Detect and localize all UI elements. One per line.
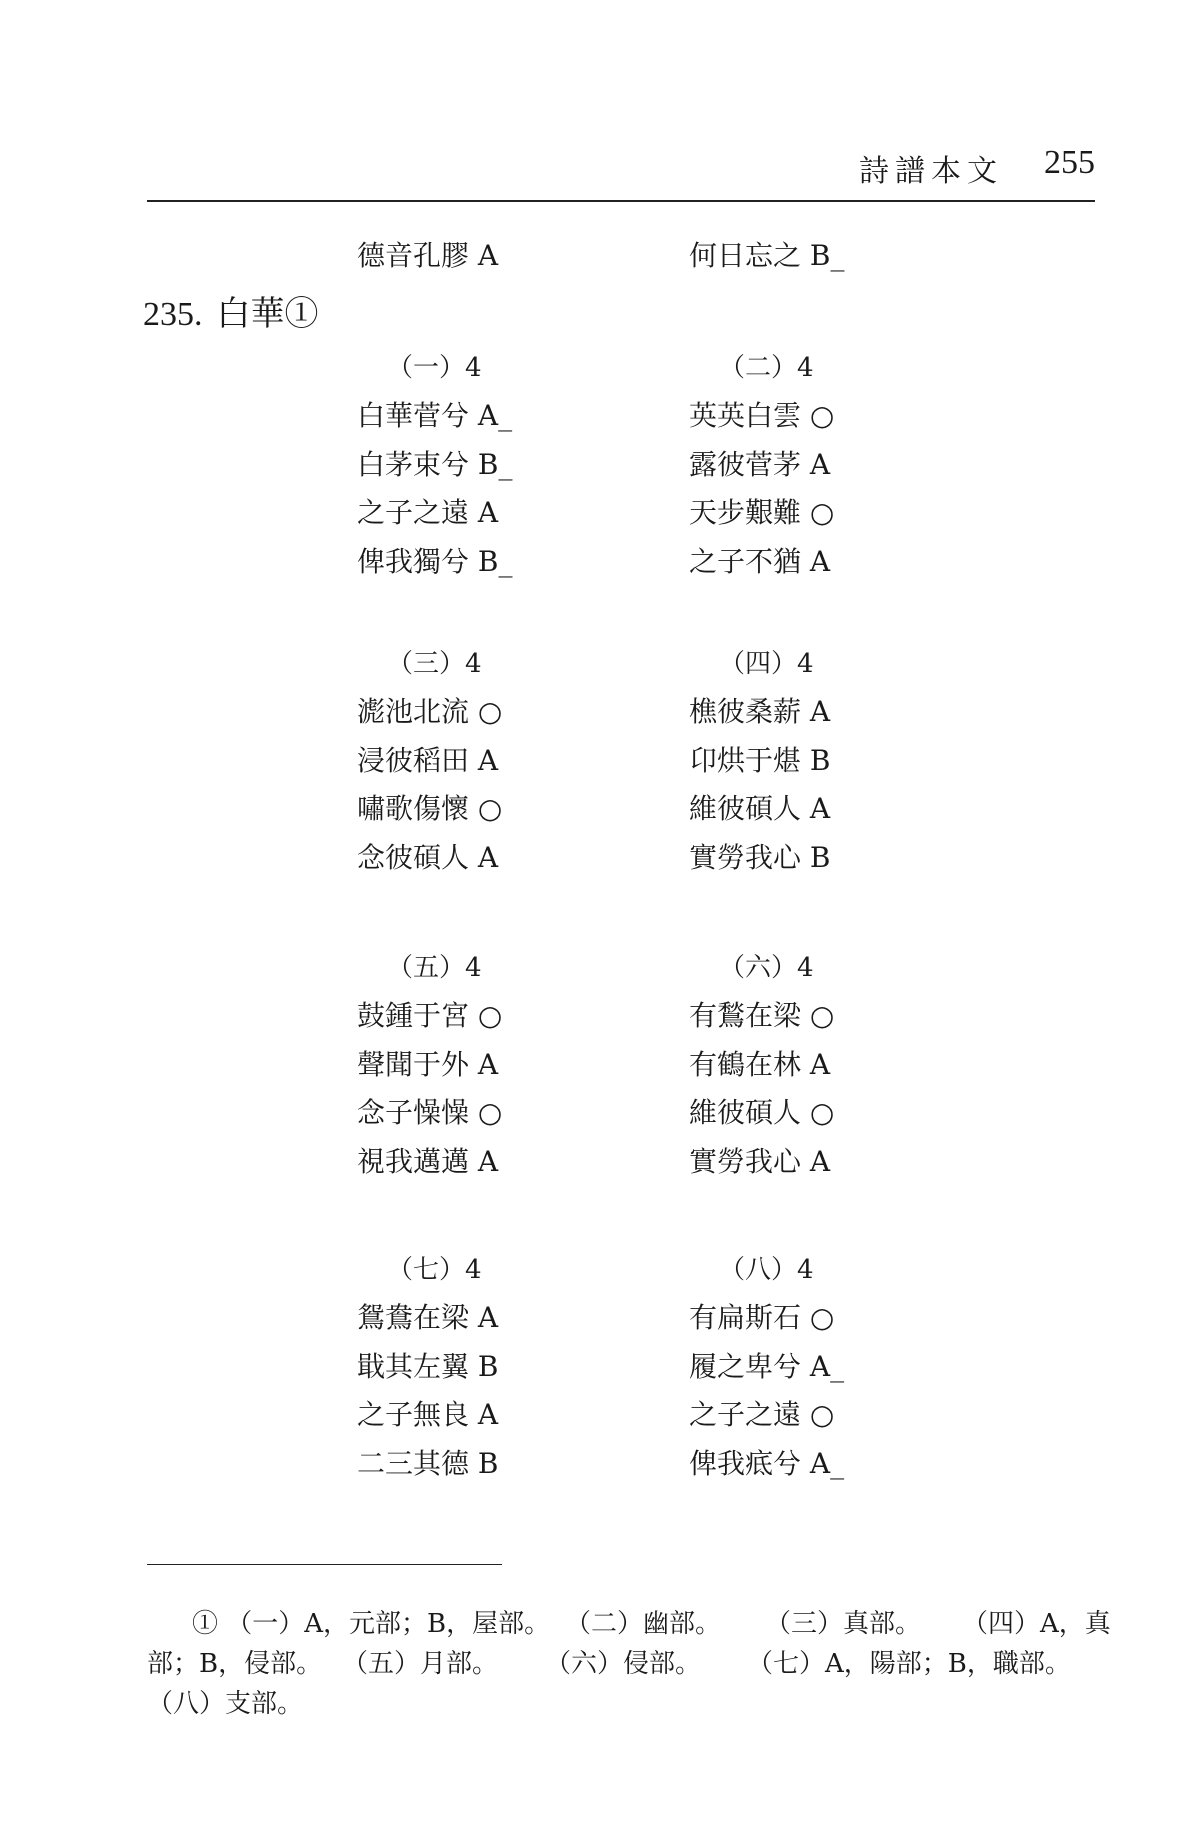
stanza-3 bbox=[357, 640, 657, 882]
footnote-row bbox=[147, 1684, 1097, 1724]
verse-line: 念彼碩人 A bbox=[357, 840, 499, 874]
verse-line: 念子懆懆 ○ bbox=[357, 1096, 503, 1129]
carryover-line-left: 德音孔膠 A bbox=[357, 239, 499, 272]
verse-line: 樵彼桑薪 A bbox=[689, 695, 831, 728]
stanza-2 bbox=[689, 344, 989, 586]
verse-line: 之子之遠 ○ bbox=[689, 1398, 835, 1431]
stanza-heading: （五）4 bbox=[387, 953, 482, 983]
stanza-heading: （八）4 bbox=[719, 1255, 814, 1285]
verse-line: 聲聞于外 A bbox=[357, 1047, 499, 1081]
stanza-8 bbox=[689, 1246, 989, 1488]
verse-line: 有鶴在林 A bbox=[689, 1047, 831, 1081]
running-header-title: 詩譜本文 bbox=[859, 154, 1003, 189]
stanza-heading: （四）4 bbox=[719, 649, 814, 679]
verse-line: 嘯歌傷懷 ○ bbox=[357, 792, 503, 825]
running-header bbox=[147, 140, 1095, 202]
footnote-text: （二）幽部。 bbox=[565, 1609, 722, 1639]
verse-line: 英英白雲 ○ bbox=[689, 399, 835, 432]
footnote-text: 部；B，侵部。 bbox=[147, 1649, 323, 1679]
verse-line: 露彼菅茅 A bbox=[689, 447, 831, 481]
stanza-heading: （七）4 bbox=[387, 1255, 482, 1285]
verse-line: 戢其左翼 B bbox=[357, 1349, 499, 1383]
section-title bbox=[143, 286, 319, 335]
stanza-heading: （三）4 bbox=[387, 649, 482, 679]
footnote-row bbox=[147, 1604, 1111, 1644]
verse-line: 浸彼稻田 A bbox=[357, 743, 499, 777]
stanza-heading: （六）4 bbox=[719, 953, 814, 983]
verse-line: 有鶖在梁 ○ bbox=[689, 999, 835, 1032]
verse-line: 之子不猶 A bbox=[689, 544, 831, 578]
verse-line: 天步艱難 ○ bbox=[689, 496, 835, 529]
stanza-1 bbox=[357, 344, 657, 586]
stanza-7 bbox=[357, 1246, 657, 1488]
footnote bbox=[147, 1604, 1111, 1724]
verse-line: 履之卑兮 A_ bbox=[689, 1349, 845, 1383]
verse-line: 視我邁邁 A bbox=[357, 1144, 499, 1178]
verse-line: 實勞我心 B bbox=[689, 840, 831, 874]
verse-line: 鼓鍾于宮 ○ bbox=[357, 999, 503, 1032]
footnote-text: （六）侵部。 bbox=[545, 1649, 702, 1679]
footnote-text: （四）A，真 bbox=[962, 1609, 1111, 1639]
footnote-text: （三）真部。 bbox=[765, 1609, 922, 1639]
section-number: 235. bbox=[143, 296, 203, 333]
verse-line: 白華菅兮 A_ bbox=[357, 399, 513, 432]
section-title-text: 白華① bbox=[216, 294, 319, 334]
stanza-heading: （一）4 bbox=[387, 353, 482, 383]
verse-line: 白茅束兮 B_ bbox=[357, 447, 513, 481]
verse-line: 之子無良 A bbox=[357, 1398, 499, 1431]
verse-line: 實勞我心 A bbox=[689, 1144, 831, 1178]
verse-line: 鴛鴦在梁 A bbox=[357, 1301, 499, 1334]
stanza-heading: （二）4 bbox=[719, 353, 814, 383]
footnote-row bbox=[147, 1644, 1097, 1684]
stanza-4 bbox=[689, 640, 989, 882]
verse-line: 滮池北流 ○ bbox=[357, 695, 503, 728]
verse-line: 維彼碩人 A bbox=[689, 792, 831, 825]
verse-line: 維彼碩人 ○ bbox=[689, 1096, 835, 1129]
verse-line: 有扁斯石 ○ bbox=[689, 1301, 835, 1334]
footnote-divider bbox=[147, 1564, 502, 1565]
stanza-5 bbox=[357, 944, 657, 1186]
footnote-text: （八）支部。 bbox=[147, 1689, 304, 1719]
stanza-6 bbox=[689, 944, 989, 1186]
verse-line: 之子之遠 A bbox=[357, 496, 499, 529]
page-number: 255 bbox=[1044, 144, 1095, 181]
verse-line: 卬烘于煁 B bbox=[689, 743, 831, 777]
verse-line: 二三其德 B bbox=[357, 1446, 499, 1480]
footnote-text: ① （一）A，元部；B，屋部。 bbox=[192, 1609, 551, 1639]
verse-line: 俾我疷兮 A_ bbox=[689, 1446, 845, 1480]
carryover-line-right: 何日忘之 B_ bbox=[689, 239, 845, 272]
footnote-text: （七）A，陽部；B，職部。 bbox=[747, 1649, 1071, 1679]
verse-line: 俾我獨兮 B_ bbox=[357, 544, 513, 578]
footnote-text: （五）月部。 bbox=[342, 1649, 499, 1679]
